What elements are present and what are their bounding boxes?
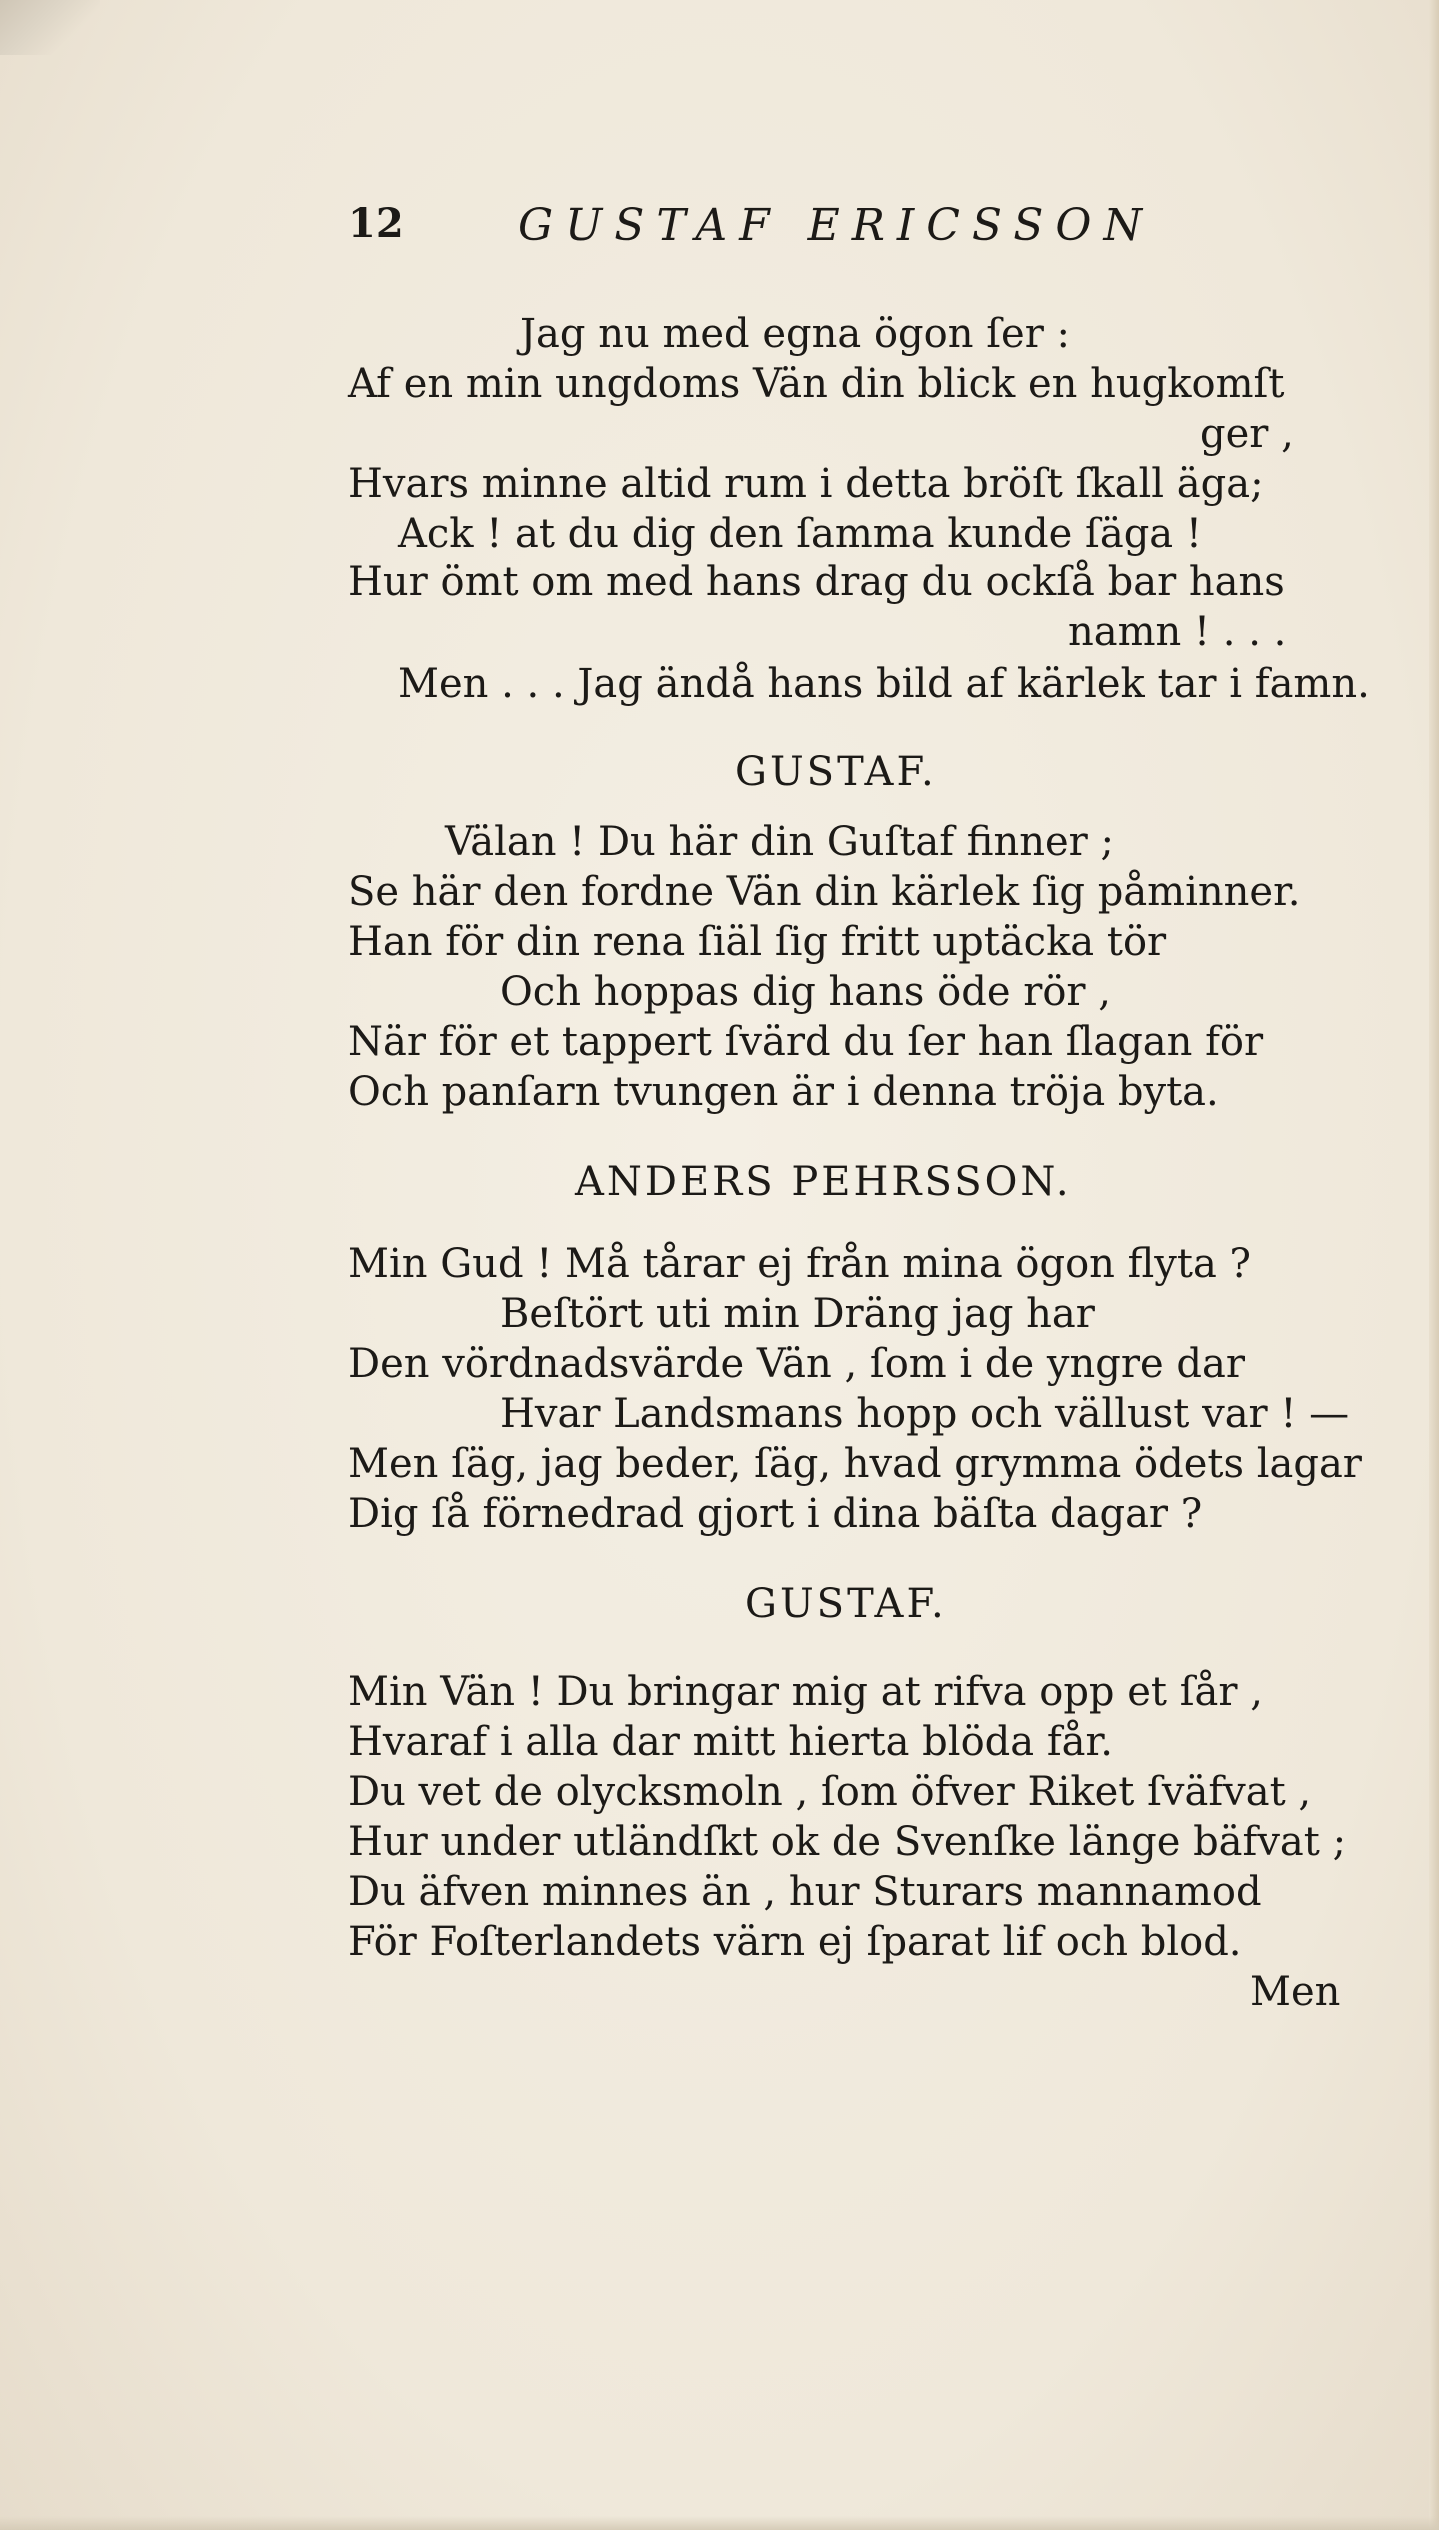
- verse-line: När för et tappert ſvärd du ſer han ſlagan för: [348, 1019, 1264, 1065]
- verse-line: Du vet de olycksmoln , ſom öfver Riket ſväfvat ,: [348, 1769, 1312, 1815]
- verse-line: Och hoppas dig hans öde rör ,: [500, 969, 1111, 1015]
- verse-line: Jag nu med egna ögon ſer :: [520, 311, 1070, 357]
- verse-line: Den vördnadsvärde Vän , ſom i de yngre dar: [348, 1341, 1245, 1387]
- verse-line: Och panſarn tvungen är i denna tröja byta.: [348, 1069, 1219, 1115]
- verse-line: Hvar Landsmans hopp och vällust var ! —: [500, 1391, 1350, 1437]
- verse-line: Du äfven minnes än , hur Sturars mannamod: [348, 1869, 1262, 1915]
- speaker-name: GUSTAF.: [735, 749, 937, 795]
- page-edge: [1429, 0, 1439, 2530]
- verse-line: Dig ſå förnedrad gjort i dina bäſta dagar ?: [348, 1491, 1203, 1537]
- verse-line: Min Gud ! Må tårar ej från mina ögon flyta ?: [348, 1241, 1251, 1287]
- verse-line: Beſtört uti min Dräng jag har: [500, 1291, 1095, 1337]
- page-number: 12: [348, 200, 404, 247]
- page-header: [348, 200, 1168, 260]
- verse-line: Men . . . Jag ändå hans bild af kärlek tar i famn.: [398, 661, 1370, 707]
- verse-line-runover: namn ! . . .: [1068, 609, 1287, 655]
- verse-line: Hvaraf i alla dar mitt hierta blöda får.: [348, 1719, 1113, 1765]
- catchword: Men: [1250, 1969, 1341, 2015]
- verse-line: Välan ! Du här din Guſtaf finner ;: [445, 819, 1114, 865]
- verse-line-runover: ger ,: [1200, 411, 1294, 457]
- verse-line: Men ſäg, jag beder, ſäg, hvad grymma ödets lagar: [348, 1441, 1362, 1487]
- page-corner-wear: [0, 0, 100, 55]
- verse-line: Min Vän ! Du bringar mig at rifva opp et ſår ,: [348, 1669, 1263, 1715]
- verse-line: Hvars minne altid rum i detta bröſt ſkall äga;: [348, 461, 1264, 507]
- verse-line: Hur ömt om med hans drag du ockſå bar hans: [348, 559, 1285, 605]
- speaker-name: GUSTAF.: [745, 1581, 947, 1627]
- speaker-name: ANDERS PEHRSSON.: [575, 1159, 1072, 1205]
- page-bottom-edge: [0, 2516, 1439, 2530]
- running-title: GUSTAF ERICSSON: [518, 200, 1154, 251]
- verse-line: Ack ! at du dig den ſamma kunde ſäga !: [398, 511, 1202, 557]
- verse-line: Han för din rena ſiäl ſig fritt uptäcka tör: [348, 919, 1167, 965]
- verse-line: Af en min ungdoms Vän din blick en hugkomſt: [348, 361, 1285, 407]
- verse-line: Hur under utländſkt ok de Svenſke länge bäfvat ;: [348, 1819, 1347, 1865]
- verse-line: Se här den fordne Vän din kärlek ſig påminner.: [348, 869, 1301, 915]
- verse-line: För Foſterlandets värn ej ſparat lif och blod.: [348, 1919, 1242, 1965]
